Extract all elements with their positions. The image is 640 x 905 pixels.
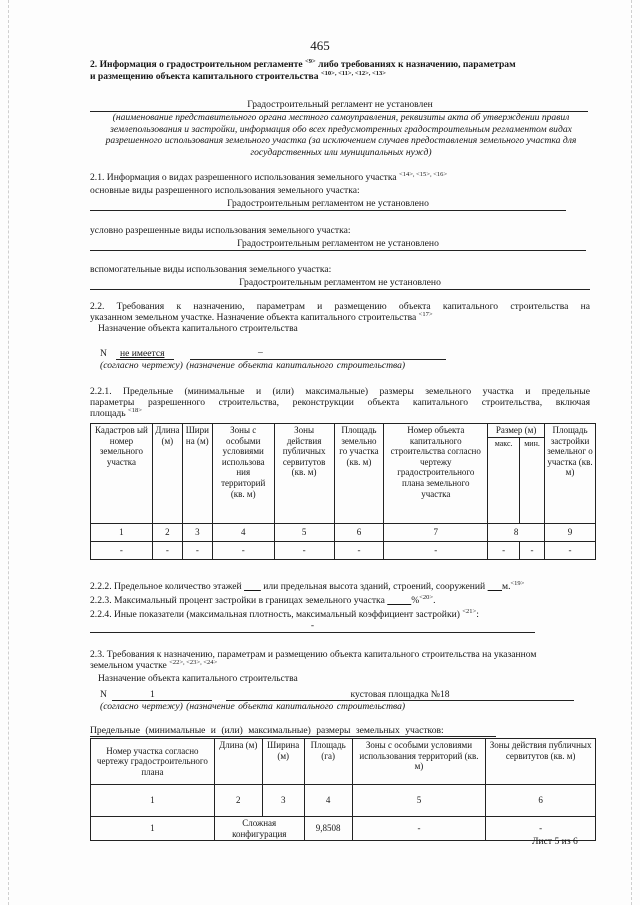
section-2-2-line1: 2.2. Требования к назначению, параметрам и размещению объекта капитального строительства на <box>90 301 590 312</box>
section-2-2-1-line2: параметры разрешенного строительства, реконструкции объекта капитального строительства, включая <box>90 397 590 408</box>
section-2-2-n-label: N <box>100 348 107 359</box>
section-2-3-purpose-label: Назначение объекта капитального строительства <box>98 673 298 684</box>
main-uses-line <box>90 210 566 211</box>
section-2-3-line2: земельном участке $^{<22>, <23>, <24>}$ <box>90 658 218 671</box>
table-number-row: 1 2 3 4 5 6 7 8 9 <box>91 524 596 542</box>
conditional-uses-label: условно разрешенные виды использования земельного участка: <box>90 225 351 236</box>
header-plot-area: Площадь земельно го участка (кв. м) <box>334 424 384 524</box>
auxiliary-uses-value: Градостроительным регламентом не установлено <box>239 277 441 288</box>
section-2-3-n-note: (согласно чертежу) (назначение объекта капитального строительства) <box>100 701 406 712</box>
section-2-2-1-line3: площадь $^{<18>}$ <box>90 406 142 419</box>
auxiliary-uses-line <box>90 289 590 290</box>
section-2-1-title: 2.1. Информация о видах разрешенного использования земельного участка $^{<14>, <15>, <16>}$ <box>90 170 448 183</box>
section-2-2-dash: – <box>258 347 263 358</box>
section-2-2-n-note: (согласно чертежу) (назначение объекта капитального строительства) <box>100 360 406 371</box>
main-uses-label: основные виды разрешенного использования земельного участка: <box>90 185 360 196</box>
header-size: Размер (м) <box>488 424 545 438</box>
section-2-3-n-value: 1 <box>150 689 155 700</box>
header-length: Длина (м) <box>152 424 182 524</box>
header-plot-number: Номер участка согласно чертежу градостроительного плана <box>91 739 215 785</box>
section-2-2-3: 2.2.3. Максимальный процент застройки в границах земельного участка %$^{<20>}$. <box>90 593 436 606</box>
section-2-3-purpose-value: кустовая площадка №18 <box>350 689 450 700</box>
plots-number-row: 1 2 3 4 5 6 <box>91 785 596 817</box>
header-special-zones: Зоны с особыми условиями использова ния территорий (кв. м) <box>212 424 274 524</box>
page-number: 465 <box>310 38 330 53</box>
header-building-area: Площадь застройки земельног о участка (кв. м) <box>545 424 596 524</box>
section-2-3-line1: 2.3. Требования к назначению, параметрам и размещению объекта капитального строительства на указанном <box>90 649 537 660</box>
regulation-value: Градостроительный регламент не установлен <box>247 99 433 110</box>
limits-table <box>90 423 596 560</box>
plots-table <box>90 738 596 841</box>
section-2-heading-line2: и размещению объекта капитального строительства $^{<10>, <11>, <12>, <13>}$ <box>90 69 386 82</box>
section-2-2-4-line <box>90 632 535 633</box>
conditional-uses-line <box>90 250 586 251</box>
section-2-heading: 2. Информация о градостроительном регламенте $^{<9>}$ либо требованиях к назначению, параметрам <box>90 57 516 70</box>
header-plot-length: Длина (м) <box>214 739 262 785</box>
header-plot-width: Ширина (м) <box>262 739 304 785</box>
header-servitude-zones: Зоны действия публичных сервитутов (кв. м) <box>274 424 334 524</box>
section-2-2-4-value: - <box>310 620 315 631</box>
section-2-3-n-label: N <box>100 689 107 700</box>
section-2-2-line2: указанном земельном участке. Назначение объекта капитального строительства $^{<17>}$ <box>90 310 433 323</box>
header-plot-area-ha: Площадь (га) <box>304 739 352 785</box>
sheet-footer: Лист 5 из 6 <box>532 836 578 847</box>
header-size-min: мин. <box>520 438 545 524</box>
section-2-2-purpose-label: Назначение объекта капитального строительства <box>98 323 298 334</box>
scan-edge-left <box>8 0 9 905</box>
header-plot-special-zones: Зоны с особыми условиями использования территорий (кв. м) <box>352 739 486 785</box>
auxiliary-uses-label: вспомогательные виды использования земельного участка: <box>90 264 332 275</box>
header-cadastral: Кадастров ый номер земельного участка <box>91 424 153 524</box>
table-row: - - - - - - - - - - <box>91 542 596 560</box>
section-2-3-limits-title-line <box>90 736 496 737</box>
regulation-note: (наименование представительного органа местного самоуправления, реквизиты акта об утверждении правил землепользования и застройки, информация обо всех предусмотренных градостроительным регламентом видах разрешенного использования земельного участка (за исключением случаев предоставления земельного участка для государственных или муниципальных нужд) <box>105 112 577 158</box>
scan-edge-right <box>631 0 632 905</box>
header-object-number: Номер объекта капитального строительства согласно чертежу градостроительного плана земельного участка <box>384 424 488 524</box>
section-2-2-2: 2.2.2. Предельное количество этажей или предельная высота зданий, строений, сооружений м.$^{<19>}$ <box>90 579 525 592</box>
section-2-2-4: 2.2.4. Иные показатели (максимальная плотность, максимальный коэффициент застройки) $^{<21>}$: <box>90 607 479 620</box>
main-uses-value: Градостроительным регламентом не установлено <box>227 198 429 209</box>
header-size-max: макс. <box>488 438 520 524</box>
table-row: 1 Сложная конфигурация 9,8508 - - <box>91 817 596 841</box>
section-2-2-1-line1: 2.2.1. Предельные (минимальные и (или) максимальные) размеры земельного участка и предельные <box>90 386 590 397</box>
header-plot-servitude-zones: Зоны действия публичных сервитутов (кв. м) <box>486 739 596 785</box>
section-2-3-limits-title: Предельные (минимальные и (или) максимальные) размеры земельных участков: <box>90 725 444 736</box>
conditional-uses-value: Градостроительным регламентом не установлено <box>237 238 439 249</box>
header-width: Шири на (м) <box>182 424 212 524</box>
section-2-2-n-value: не имеется <box>120 348 165 359</box>
